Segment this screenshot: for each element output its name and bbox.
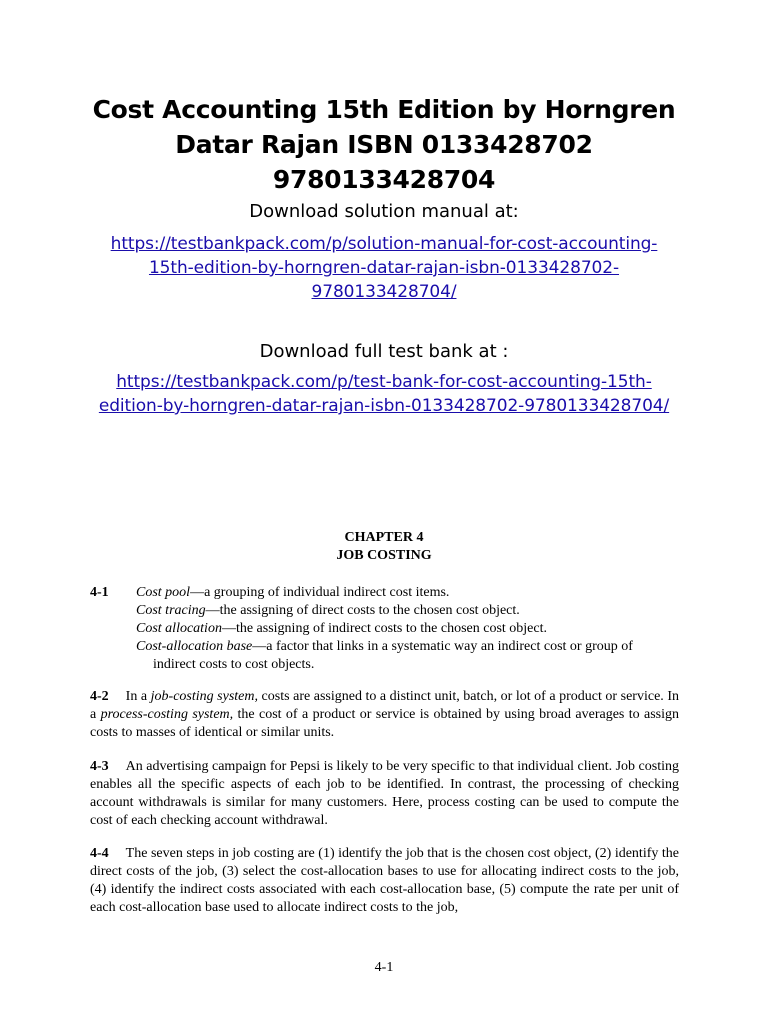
test-bank-link[interactable]: https://testbankpack.com/p/test-bank-for-cost-accounting-15th-edition-by-horngren-datar-rajan-isbn-0133428702-9780133428704/ — [98, 372, 670, 416]
definition-term: Cost pool — [136, 585, 191, 600]
definition-item — [136, 620, 679, 638]
definition-item — [136, 602, 679, 620]
answer-text: costs are assigned to a distinct unit, batch, or lot of a product or service. In a — [90, 689, 679, 722]
test-bank-label: Download full test bank at : — [259, 341, 509, 362]
definition-item — [136, 584, 679, 602]
answer-text: the cost of a product or service is obtained by using broad averages to assign costs to masses of identical or similar units. — [90, 707, 679, 740]
answer-text: An advertising campaign for Pepsi is likely to be very specific to that individual client. Job costing enables all the specific aspects of each job to be identified. In contrast, the processing of checking account withdrawals is similar for many customers. Here, process costing can be used to compute the cost of each checking account withdrawal. — [90, 759, 679, 828]
question-4-1 — [90, 584, 679, 674]
definition-text: —a factor that links in a systematic way an indirect cost or group of indirect costs to cost objects. — [153, 639, 633, 672]
question-number: 4-2 — [90, 689, 109, 704]
question-4-4 — [90, 845, 679, 917]
question-4-3 — [90, 758, 679, 830]
definition-text: —a grouping of individual indirect cost items. — [190, 585, 450, 600]
chapter-number: CHAPTER 4 — [344, 530, 424, 545]
question-number: 4-4 — [90, 846, 109, 861]
definition-item — [136, 638, 679, 674]
solution-manual-link[interactable]: https://testbankpack.com/p/solution-manual-for-cost-accounting-15th-edition-by-horngren-datar-rajan-isbn-0133428702-9780133428704/ — [110, 234, 658, 302]
document-title: Cost Accounting 15th Edition by Horngren Datar Rajan ISBN 0133428702 9780133428704 — [92, 95, 676, 194]
emphasis-term: job-costing system, — [150, 689, 259, 704]
definition-text: —the assigning of indirect costs to the chosen cost object. — [221, 621, 547, 636]
chapter-heading — [0, 529, 768, 565]
definition-term: Cost-allocation base — [136, 639, 253, 654]
answer-text: In a — [125, 689, 151, 704]
definition-text: —the assigning of direct costs to the chosen cost object. — [205, 603, 520, 618]
definition-list — [90, 584, 679, 674]
chapter-title: JOB COSTING — [336, 548, 432, 563]
definition-term: Cost tracing — [136, 603, 206, 618]
answer-text: The seven steps in job costing are (1) identify the job that is the chosen cost object, (2) identify the direct costs of the job, (3) select the cost-allocation bases to use for allocating indirect costs to the job, (4) identify the indirect costs associated with each cost-allocation base, (5) compute the rate per unit of each cost-allocation base used to allocate indirect costs to the job, — [90, 846, 679, 915]
definition-term: Cost allocation — [136, 621, 222, 636]
emphasis-term: process-costing system, — [100, 707, 234, 722]
question-number: 4-3 — [90, 759, 109, 774]
page-number: 4-1 — [374, 960, 394, 975]
question-number: 4-1 — [90, 585, 109, 600]
question-4-2 — [90, 688, 679, 742]
solution-manual-label: Download solution manual at: — [249, 201, 519, 222]
